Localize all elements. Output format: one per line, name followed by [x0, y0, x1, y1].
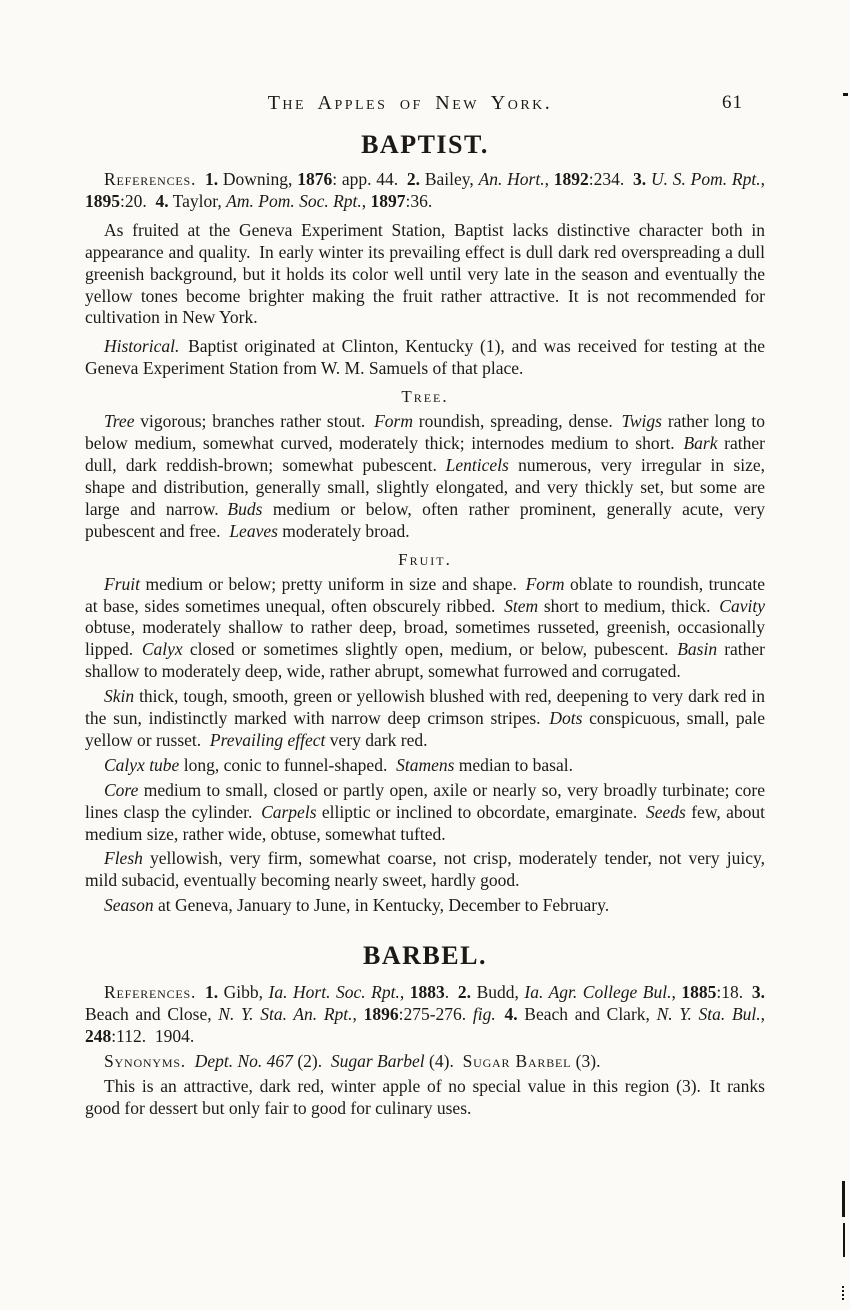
entry-barbel — [85, 941, 765, 1119]
baptist-intro-paragraph: As fruited at the Geneva Experiment Station, Baptist lacks distinctive character both in appearance and quality. In early winter its prevailing effect is dull dark red overspreading a dull greenish background, but it holds its color well until very late in the season and eventually the yellow tones become brighter making the fruit rather attractive. It is not recommended for cultivation in New York. — [85, 219, 765, 328]
scan-artifact-line — [843, 1223, 845, 1257]
barbel-references-paragraph: References. 1. Gibb, Ia. Hort. Soc. Rpt., 1883. 2. Budd, Ia. Agr. College Bul., 1885:18. 3. Beach and Close, N. Y. Sta. An. Rpt., 1896:275-276. fig. 4. Beach and Clark, N. Y. Sta. Bul., 248:112. 1904. — [85, 982, 765, 1046]
running-header-title: The Apples of New York. — [267, 92, 553, 114]
fruit-flesh-paragraph: Flesh yellowish, very firm, somewhat coarse, not crisp, moderately tender, not very juicy, mild subacid, eventually becoming nearly sweet, hardly good. — [85, 848, 765, 891]
entry-title-baptist: BAPTIST. — [361, 130, 489, 159]
running-header — [85, 92, 765, 118]
baptist-historical-paragraph: Historical. Baptist originated at Clinton, Kentucky (1), and was received for testing at the Geneva Experiment Station from W. M. Samuels of that place. — [85, 336, 765, 379]
barbel-synonyms-paragraph: Synonyms. Dept. No. 467 (2). Sugar Barbel (4). Sugar Barbel (3). — [104, 1050, 601, 1071]
barbel-body-paragraph: This is an attractive, dark red, winter apple of no special value in this region (3). It ranks good for dessert but only fair to good for culinary uses. — [85, 1075, 765, 1118]
entry-baptist — [85, 130, 765, 917]
entry-title-barbel: BARBEL. — [363, 941, 487, 971]
fruit-season-paragraph: Season at Geneva, January to June, in Kentucky, December to February. — [104, 895, 610, 916]
tree-section-heading: Tree. — [401, 387, 449, 407]
baptist-references-paragraph: References. 1. Downing, 1876: app. 44. 2. Bailey, An. Hort., 1892:234. 3. U. S. Pom. Rpt., 1895:20. 4. Taylor, Am. Pom. Soc. Rpt., 1897:36. — [85, 169, 765, 211]
scan-artifact-dots — [842, 1286, 844, 1300]
fruit-calyx-tube-paragraph: Calyx tube long, conic to funnel-shaped. Stamens median to basal. — [104, 754, 573, 775]
fruit-core-paragraph: Core medium to small, closed or partly open, axile or nearly so, very broadly turbinate; core lines clasp the cylinder. Carpels elliptic or inclined to obcordate, emarginate. Seeds few, about medium size, rather wide, obtuse, somewhat tufted. — [85, 779, 765, 844]
fruit-form-paragraph: Fruit medium or below; pretty uniform in size and shape. Form oblate to roundish, truncate at base, sides sometimes unequal, often obscurely ribbed. Stem short to medium, thick. Cavity obtuse, moderately shallow to rather deep, broad, sometimes russeted, greenish, occasionally lipped. Calyx closed or sometimes slightly open, medium, or below, pubescent. Basin rather shallow to moderately deep, wide, rather abrupt, somewhat furrowed and corrugated. — [85, 573, 765, 682]
fruit-section-heading: Fruit. — [398, 549, 452, 569]
tree-description-paragraph: Tree vigorous; branches rather stout. Form roundish, spreading, dense. Twigs rather long to below medium, somewhat curved, moderately thick; internodes medium to short. Bark rather dull, dark reddish-brown; somewhat pubescent. Lenticels numerous, very irregular in size, shape and distribution, generally small, slightly elongated, and very thickly set, but some are large and narrow. Buds medium or below, often rather prominent, generally acute, very pubescent and free. Leaves moderately broad. — [85, 411, 765, 541]
fruit-skin-paragraph: Skin thick, tough, smooth, green or yellowish blushed with red, deepening to very dark red in the sun, indistinctly marked with narrow deep crimson stripes. Dots conspicuous, small, pale yellow or russet. Prevailing effect very dark red. — [85, 686, 765, 750]
scan-artifact-dash — [843, 93, 848, 96]
page-number: 61 — [722, 92, 743, 113]
scan-artifact-line — [842, 1181, 845, 1217]
